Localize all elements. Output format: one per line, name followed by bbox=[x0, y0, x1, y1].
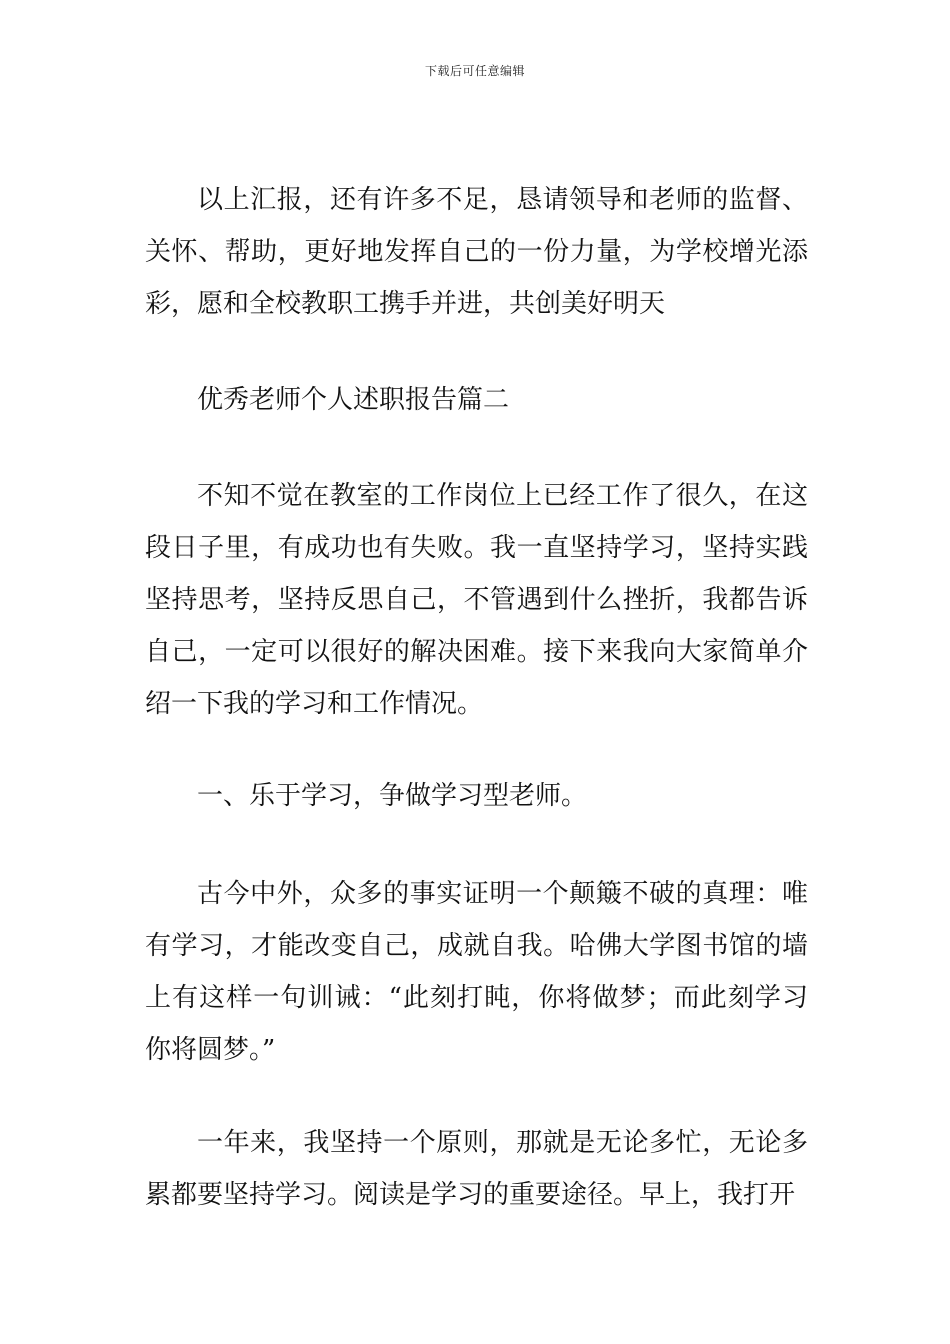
paragraph-introduction: 不知不觉在教室的工作岗位上已经工作了很久，在这段日子里，有成功也有失败。我一直坚持学习，坚持实践坚持思考，坚持反思自己，不管遇到什么挫折，我都告诉自己，一定可以很好的解决困难。接下来我向大家简单介绍一下我的学习和工作情况。 bbox=[145, 481, 808, 719]
page-header-note: 下载后可任意编辑 bbox=[424, 64, 525, 78]
subheading-learning: 一、乐于学习，争做学习型老师。 bbox=[197, 781, 588, 811]
paragraph-closing-remarks: 以上汇报，还有许多不足，恳请领导和老师的监督、关怀、帮助，更好地发挥自己的一份力量，为学校增光添彩，愿和全校教职工携手并进，共创美好明天 bbox=[145, 185, 808, 319]
paragraph-learning-principle: 一年来，我坚持一个原则，那就是无论多忙，无论多累都要坚持学习。阅读是学习的重要途径。早上，我打开 bbox=[145, 1128, 808, 1210]
section-heading: 优秀老师个人述职报告篇二 bbox=[197, 385, 510, 415]
paragraph-learning-truth: 古今中外，众多的事实证明一个颠簸不破的真理：唯有学习，才能改变自己，成就自我。哈佛大学图书馆的墙上有这样一句训诫：“此刻打盹，你将做梦；而此刻学习你将圆梦。” bbox=[145, 879, 808, 1065]
